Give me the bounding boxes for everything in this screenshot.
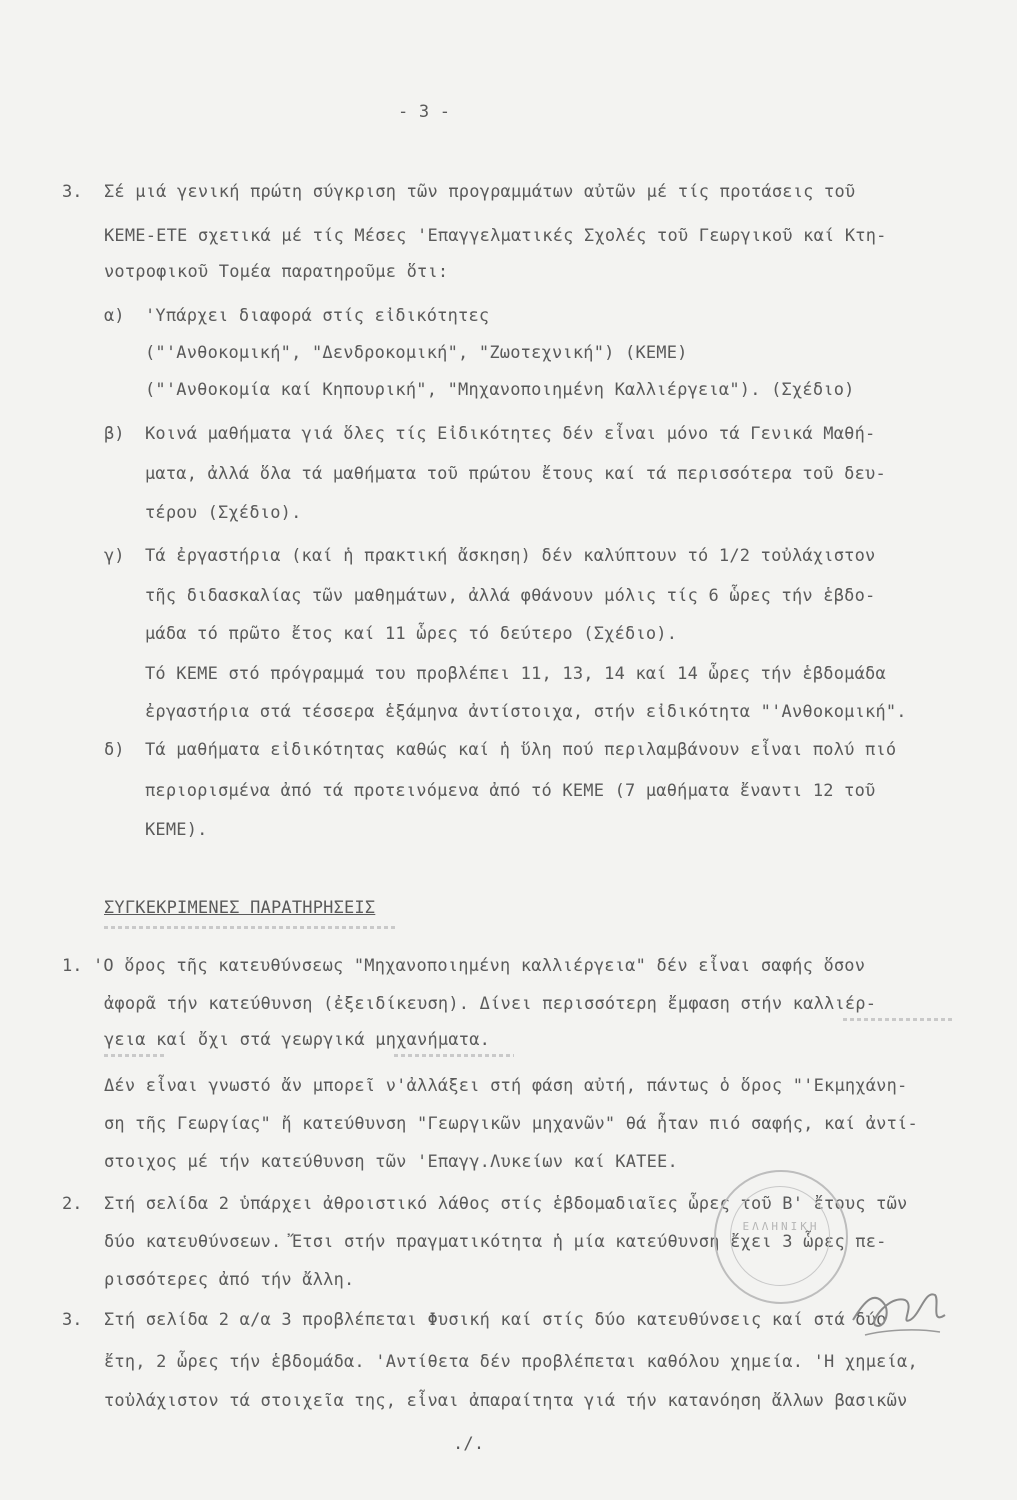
item-label: δ) (104, 740, 125, 760)
text-line: ΚΕΜΕ-ΕΤΕ σχετικά μέ τίς Μέσες 'Επαγγελματικές Σχολές τοῦ Γεωργικοῦ καί Κτη- (104, 226, 887, 246)
item-number: 2. (62, 1194, 83, 1214)
text-line: Κοινά μαθήματα γιά ὅλες τίς Εἰδικότητες δέν εἶναι μόνο τά Γενικά Μαθή- (145, 424, 876, 444)
text-line: Τά μαθήματα εἰδικότητας καθώς καί ἡ ὕλη πού περιλαμβάνουν εἶναι πολύ πιό (145, 740, 897, 760)
text-line: Τό ΚΕΜΕ στό πρόγραμμά του προβλέπει 11, 13, 14 καί 14 ὧρες τήν ἑβδομάδα (145, 664, 886, 684)
underline-mark (394, 1054, 514, 1057)
underline-mark (104, 926, 398, 929)
text-line: τῆς διδασκαλίας τῶν μαθημάτων, ἀλλά φθάνουν μόλις τίς 6 ὧρες τήν ἑβδο- (145, 586, 876, 606)
text-line: τοὐλάχιστον τά στοιχεῖα της, εἶναι ἀπαραίτητα γιά τήν κατανόηση ἄλλων βασικῶν (104, 1391, 908, 1411)
text-line: 'Υπάρχει διαφορά στίς εἰδικότητες (145, 306, 490, 326)
text-line: Στή σελίδα 2 ὑπάρχει ἀθροιστικό λάθος στίς ἑβδομαδιαῖες ὧρες τοῦ Β' ἔτους τῶν (104, 1194, 908, 1214)
continuation-mark: ./. (453, 1434, 485, 1454)
text-line: ἔτη, 2 ὧρες τήν ἑβδομάδα. 'Αντίθετα δέν προβλέπεται καθόλου χημεία. 'Η χημεία, (104, 1352, 918, 1372)
page-number: - 3 - (398, 102, 451, 122)
text-line: μάδα τό πρῶτο ἔτος καί 11 ὧρες τό δεύτερο (Σχέδιο). (145, 624, 678, 644)
text-line: Σέ μιά γενική πρώτη σύγκριση τῶν προγραμμάτων αὐτῶν μέ τίς προτάσεις τοῦ (104, 182, 856, 202)
stamp-text: ΕΛΛΗΝΙΚΗ (742, 1220, 820, 1233)
text-line: ματα, ἀλλά ὅλα τά μαθήματα τοῦ πρώτου ἔτους καί τά περισσότερα τοῦ δευ- (145, 464, 886, 484)
text-line: Στή σελίδα 2 α/α 3 προβλέπεται Φυσική καί στίς δύο κατευθύνσεις καί στά δύο (104, 1310, 887, 1330)
section-heading: ΣΥΓΚΕΚΡΙΜΕΝΕΣ ΠΑΡΑΤΗΡΗΣΕΙΣ (104, 898, 376, 918)
text-line: ση τῆς Γεωργίας" ἤ κατεύθυνση "Γεωργικῶν μηχανῶν" θά ἦταν πιό σαφής, καί ἀντί- (104, 1114, 918, 1134)
item-number: 3. (62, 182, 83, 202)
item-label: γ) (104, 546, 125, 566)
handwritten-signature (845, 1270, 955, 1350)
text-line: περιορισμένα ἀπό τά προτεινόμενα ἀπό τό ΚΕΜΕ (7 μαθήματα ἔναντι 12 τοῦ (145, 781, 876, 801)
text-line: ΚΕΜΕ). (145, 820, 208, 840)
text-line: ἐργαστήρια στά τέσσερα ἑξάμηνα ἀντίστοιχα, στήν εἰδικότητα "'Ανθοκομική". (145, 702, 907, 722)
text-line: ("'Ανθοκομία καί Κηπουρική", "Μηχανοποιημένη Καλλιέργεια"). (Σχέδιο) (145, 380, 855, 400)
text-line: στοιχος μέ τήν κατεύθυνση τῶν 'Επαγγ.Λυκείων καί ΚΑΤΕΕ. (104, 1152, 678, 1172)
text-line: τέρου (Σχέδιο). (145, 503, 302, 523)
text-line: δύο κατευθύνσεων. Ἔτσι στήν πραγματικότητα ἡ μία κατεύθυνση ἔχει 3 ὧρες πε- (104, 1232, 887, 1252)
item-number: 3. (62, 1310, 83, 1330)
item-label: α) (104, 306, 125, 326)
text-line: Δέν εἶναι γνωστό ἄν μπορεῖ ν'ἀλλάξει στή φάση αὐτή, πάντως ὁ ὅρος "'Εκμηχάνη- (104, 1076, 908, 1096)
text-line: ("'Ανθοκομική", "Δενδροκομική", "Ζωοτεχνική") (ΚΕΜΕ) (145, 343, 688, 363)
stamp-inner-ring (730, 1186, 830, 1286)
text-line: 'Ο ὅρος τῆς κατευθύνσεως "Μηχανοποιημένη καλλιέργεια" δέν εἶναι σαφής ὅσον (93, 956, 866, 976)
text-line: Τά ἐργαστήρια (καί ἡ πρακτική ἄσκηση) δέν καλύπτουν τό 1/2 τοὐλάχιστον (145, 546, 876, 566)
official-stamp (714, 1170, 848, 1304)
underline-mark (843, 1018, 953, 1021)
text-line: ἀφορᾶ τήν κατεύθυνση (ἐξειδίκευση). Δίνει περισσότερη ἔμφαση στήν καλλιέρ- (104, 994, 877, 1014)
text-line: ρισσότερες ἀπό τήν ἄλλη. (104, 1270, 355, 1290)
item-label: β) (104, 424, 125, 444)
underline-mark (104, 1054, 164, 1057)
text-line: γεια καί ὄχι στά γεωργικά μηχανήματα. (104, 1030, 491, 1050)
item-number: 1. (62, 956, 83, 976)
text-line: νοτροφικοῦ Τομέα παρατηροῦμε ὅτι: (104, 262, 449, 282)
